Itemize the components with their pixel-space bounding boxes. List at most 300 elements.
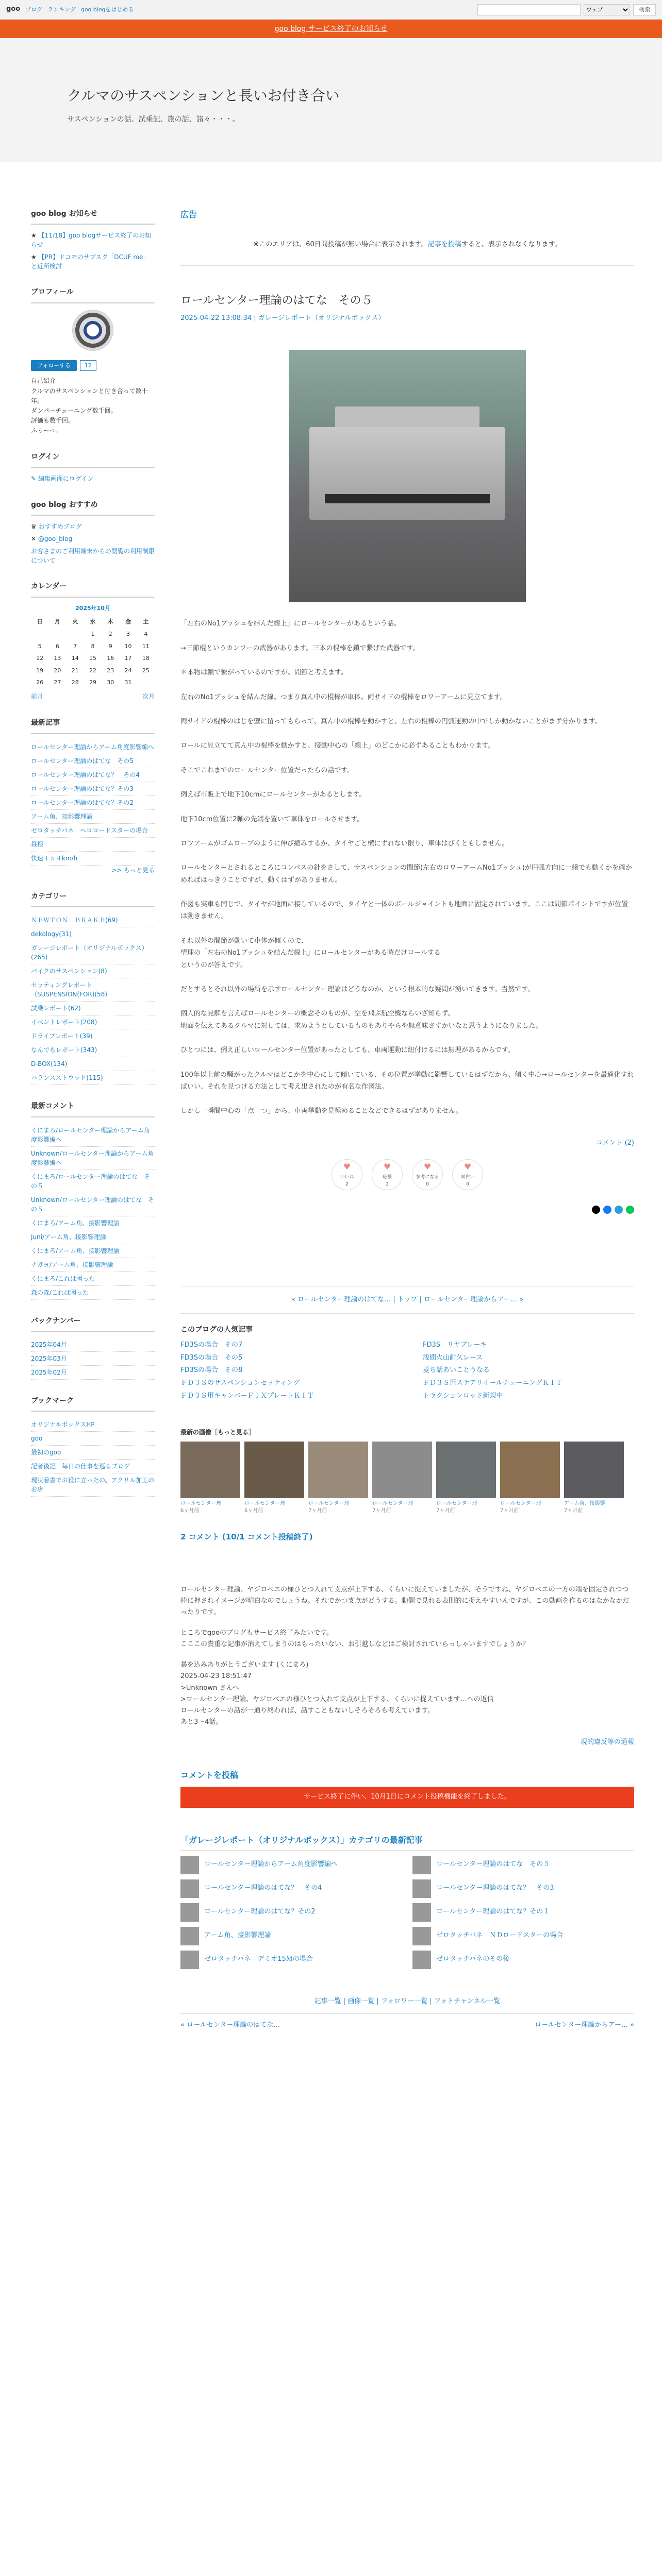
calendar-day[interactable]: 1 [91, 631, 95, 638]
thumbnail-image[interactable] [564, 1442, 624, 1498]
category-item[interactable] [31, 1057, 155, 1071]
popular-post-link[interactable]: 菱ち話あいことうなる [423, 1366, 490, 1375]
news-item[interactable] [31, 231, 155, 249]
category-item[interactable] [31, 978, 155, 1002]
comment-item[interactable] [31, 1170, 155, 1193]
comment-item[interactable] [31, 1147, 155, 1170]
category-latest-item[interactable] [412, 1879, 634, 1898]
popular-post-link[interactable]: トラクションロッド新規中 [423, 1392, 503, 1400]
thumbnail-image[interactable] [180, 1442, 240, 1498]
calendar-day-header: 月 [54, 618, 60, 625]
popular-posts [180, 1324, 634, 1401]
calendar-day-header: 火 [72, 618, 78, 625]
follower-count: 12 [80, 360, 96, 371]
comment-count-link[interactable]: コメント (2) [595, 1139, 634, 1147]
category-latest-link[interactable]: ゼロタッチパネ ＮＤロードスターの場合 [436, 1931, 564, 1940]
comment-item-link[interactable]: Juni/アーム角、接影響理論 [31, 1233, 106, 1241]
calendar-title: カレンダー [31, 581, 155, 597]
recent-images-title: 最新の画像［もっと見る］ [180, 1428, 255, 1436]
popular-title: このブログの人気記事 [180, 1326, 253, 1334]
comment-item-link[interactable]: くにまろ/アーム角、接影響理論 [31, 1219, 120, 1227]
calendar-day [31, 628, 48, 640]
top-link-ranking[interactable]: ランキング [47, 6, 76, 13]
bookmark-item[interactable] [31, 1473, 155, 1497]
x-share-icon[interactable] [592, 1206, 600, 1214]
thumbnail-image[interactable] [372, 1442, 432, 1498]
category-latest-thumb[interactable] [412, 1879, 431, 1898]
post-photo[interactable] [289, 350, 526, 602]
category-latest-link[interactable]: ロールセンター理論のはてな その５ [436, 1860, 550, 1869]
facebook-share-icon[interactable] [603, 1206, 611, 1214]
post-article-link[interactable]: 記事を投稿 [427, 240, 461, 248]
post-title[interactable]: ロールセンター理論のはてな その５ [180, 294, 373, 308]
profile-text [31, 376, 155, 435]
post-paragraph: 左右のNo1ブッシュを結んだ線。つまり真ん中の棍棒が車体。両サイドの棍棒をロワーアームに見立てます。 [180, 693, 507, 701]
search-scope-select[interactable] [584, 4, 630, 15]
comments-title: 最新コメント [31, 1100, 155, 1117]
calendar-day[interactable]: 11 [142, 642, 150, 650]
recent-item-link[interactable]: 快速１５４km/h [31, 854, 78, 862]
calendar-next[interactable]: 次月 [142, 693, 155, 701]
login-link[interactable]: ✎ 編集画面にログイン [31, 474, 94, 482]
recommend-link[interactable]: お客さまのご利用端末からの閲覧の利用制限について [31, 548, 155, 565]
category-item-link[interactable]: 試乗レポート(62) [31, 1005, 81, 1012]
post-paragraph: 作図も実車も同じで、タイヤが地面に接しているので、タイヤと一体のボールジョイントも地面に固定されています。ここは間節ポイントですが位置は動きません。 [180, 901, 628, 921]
popular-post-link[interactable]: ＦＤ３Ｓのサスペンションセッティング [180, 1379, 300, 1387]
bookmark-item[interactable] [31, 1432, 155, 1446]
calendar-day[interactable]: 16 [107, 655, 114, 662]
comment-paragraph: ところでgooのブログもサービス終了みたいです。 こここの貴重な記事が消えてしまうのはもったいない、お引越しなどはご検討されていらっしゃいますでしょうか？ [180, 1629, 529, 1649]
post-paragraph: 100年以上前の騒がったクルマはどこかを中心にして傾いている、その位置が挙動に影響しているはずだから、傾く中心→ロールセンターを最適化すればいい、それを見つける方法として考え出されたのが有名な作図法。 [180, 1071, 634, 1091]
pencil-icon: ✎ [31, 474, 37, 482]
recent-item-link[interactable]: ロールセンター理論のはてな？その3 [31, 785, 134, 792]
post-paragraph: 地下10cm位置に2軸の先端を置いて車体をロールさせます。 [180, 815, 364, 823]
line-share-icon[interactable] [626, 1206, 634, 1214]
category-item-link[interactable]: ＮＥＷＴＯＮ ＢＲＡＫＥ(69) [31, 917, 118, 924]
reaction-count: 2 [386, 1182, 389, 1188]
category-item[interactable] [31, 913, 155, 927]
calendar-day[interactable]: 19 [36, 667, 44, 674]
calendar-day[interactable]: 8 [91, 642, 95, 650]
calendar-prev[interactable]: 前月 [31, 693, 44, 701]
category-item-link[interactable]: D-BOX(134) [31, 1060, 68, 1068]
category-item[interactable] [31, 1002, 155, 1015]
comment-item[interactable] [31, 1272, 155, 1286]
category-item[interactable] [31, 1071, 155, 1085]
category-item-link[interactable]: ドライブレポート(39) [31, 1032, 93, 1040]
post-paragraph: それ以外の間節が動いて車体が傾くので、 望理の「左右のNo1ブッシュを結んだ線上」にロールセンターがある時だけロールする というのが答えです。 [180, 937, 441, 969]
calendar-day[interactable]: 23 [107, 667, 114, 674]
popular-post-link[interactable]: FD3Sの場合 その5 [180, 1353, 243, 1362]
recent-item-link[interactable]: 昼根 [31, 840, 44, 848]
category-item[interactable] [31, 1029, 155, 1043]
thumbnail-age: 7ヶ月前 [436, 1507, 455, 1514]
thumbnail-caption[interactable]: ロールセンター理 [244, 1500, 286, 1506]
comment-paragraph: 暴を込みありがとうございます (くにまろ) 2025-04-23 18:51:47 >Unknown さんへ >ロールセンター理論、ヤジロベエの様ひとつ入れて支点が上下する、くらいに捉えています…への返信 ロールセンターの話が一通り終われば、話すこともないしそろそろも考えています。 あと3〜4話。 [180, 1661, 494, 1726]
backnumber-item[interactable] [31, 1352, 155, 1366]
bookmark-item-link[interactable]: オリジナルボックスHP [31, 1421, 95, 1429]
recommend-link[interactable]: おすすめブログ [38, 523, 82, 531]
backnumber-title: バックナンバー [31, 1315, 155, 1332]
post-paragraph: 例えば市販上で地下10cmにロールセンターがあるとします。 [180, 791, 366, 799]
recent-item-link[interactable]: ゼロタッチパネ ヘロロードスターの場合 [31, 826, 148, 834]
thumbnail-caption[interactable]: ロールセンター理 [372, 1500, 413, 1506]
post-paragraph: 両サイドの棍棒のはじを壁に留ってもらって、真ん中の棍棒を動かすと、左右の棍棒の円弧運動の中でしか動かないことがまず分かります。 [180, 717, 602, 725]
backnumber-item[interactable] [31, 1366, 155, 1380]
thumbnail-age: 7ヶ月前 [372, 1507, 391, 1514]
recent-item-link[interactable]: ロールセンター理論のはてな？その2 [31, 799, 134, 806]
comment-item[interactable] [31, 1193, 155, 1216]
footer-next-link[interactable]: ロールセンター理論からアー… » [535, 2021, 634, 2029]
calendar-day[interactable]: 14 [71, 655, 79, 662]
reaction-button[interactable] [412, 1159, 443, 1190]
thumbnail-age: 7ヶ月前 [564, 1507, 583, 1514]
post-body [180, 618, 634, 1117]
recent-item-link[interactable]: アーム角、接影響理論 [31, 812, 93, 820]
category-latest-item[interactable] [180, 1879, 402, 1898]
calendar-day[interactable]: 29 [89, 679, 96, 686]
reaction-label: いいね [340, 1174, 354, 1180]
thumbnail[interactable] [308, 1442, 368, 1515]
recent-item[interactable] [31, 796, 155, 810]
post-meta[interactable]: 2025-04-22 13:08:34 | ガレージレポート（オリジナルボックス） [180, 313, 634, 330]
news-link[interactable]: 【PR】ドコモのサブスク「DCUF me」と近所検討 [31, 253, 150, 270]
login-title: ログイン [31, 451, 155, 468]
category-latest-link[interactable]: ゼロタッチパネのその後 [436, 1955, 510, 1963]
photo-part [309, 427, 505, 520]
calendar-day[interactable]: 12 [36, 655, 44, 662]
category-item-link[interactable]: なんでもレポート(343) [31, 1046, 97, 1054]
recent-item[interactable] [31, 782, 155, 796]
goo-logo[interactable]: goo [6, 5, 21, 13]
category-latest-link[interactable]: ロールセンター理論からアーム角度影響編へ [204, 1860, 338, 1869]
calendar-day[interactable]: 17 [124, 655, 132, 662]
recent-item[interactable] [31, 852, 155, 866]
popular-post-link[interactable]: 浅間火山耐久レース [423, 1353, 483, 1362]
calendar-day[interactable]: 13 [54, 655, 61, 662]
post-paragraph: ひとつには、例え正しいロールセンター位置があったとしても、車両運動に紐付けるには無理があるからです。 [180, 1046, 515, 1055]
comments-closed-banner[interactable]: サービス終了に伴い、10月1日にコメント投稿機能を終了しました。 [180, 1787, 634, 1808]
hatena-share-icon[interactable] [615, 1206, 623, 1214]
backnumber-item-link[interactable]: 2025年02月 [31, 1368, 67, 1376]
comment-item-link[interactable]: くにまろ/ロールセンター理論からアーム角度影響編へ [31, 1126, 150, 1143]
comment-item[interactable] [31, 1258, 155, 1272]
news-item[interactable] [31, 252, 155, 271]
category-item-link[interactable]: イベントレポート(208) [31, 1019, 97, 1026]
ad-note-text: ※このエリアは、60日間投稿が無い場合に表示されます。 [253, 240, 428, 248]
category-latest-thumb[interactable] [180, 1903, 199, 1922]
calendar-day[interactable]: 25 [142, 667, 150, 674]
recommend-link[interactable]: @goo_blog [38, 535, 73, 543]
recent-item[interactable] [31, 810, 155, 824]
comment-item[interactable] [31, 1230, 155, 1244]
category-latest-thumb[interactable] [180, 1879, 199, 1898]
thumbnail-image[interactable] [500, 1442, 560, 1498]
comments-heading[interactable]: 2 コメント (10/1 コメント投稿終了) [180, 1532, 313, 1541]
comment-item-link[interactable]: 森の森/これは困った [31, 1289, 89, 1296]
category-latest-link[interactable]: ロールセンター理論のはてな？ その3 [436, 1884, 554, 1892]
category-item[interactable] [31, 927, 155, 941]
reaction-button[interactable] [452, 1159, 483, 1190]
calendar-day[interactable]: 3 [126, 631, 130, 638]
category-item-link[interactable]: セッティングレポート（SUSPENSION(FOR)(58) [31, 981, 108, 998]
calendar-box [31, 581, 155, 702]
post-paragraph: 個人的な見解を言えばロールセンターの概念そのものが、空を飛ぶ航空機ならいざ知らず、 地面を伝えてあるクルマに対しては、求めようとしているものもありやらや無意味さすかいなと思うようになりました。 [180, 1010, 542, 1030]
category-latest-title: 「ガレージレポート（オリジナルボックス）」カテゴリの最新記事 [180, 1834, 634, 1851]
news-title: goo blog お知らせ [31, 208, 155, 225]
category-latest-link[interactable]: ロールセンター理論のはてな？ その4 [204, 1884, 322, 1892]
thumbnail-caption[interactable]: ロールセンター理 [436, 1500, 477, 1506]
comment-item-link[interactable]: くにまろ/これは困った [31, 1275, 95, 1282]
reaction-count: 0 [426, 1182, 429, 1188]
thumbnail[interactable] [500, 1442, 560, 1515]
crown-icon: ♛ [31, 523, 37, 531]
calendar-day[interactable]: 20 [54, 667, 61, 674]
recent-images [180, 1428, 634, 1515]
comment-item-link[interactable]: くにまろ/ロールセンター理論のはてな その５ [31, 1173, 151, 1190]
calendar-day[interactable]: 22 [89, 667, 96, 674]
category-latest-link[interactable]: ロールセンター理論のはてな？その１ [436, 1908, 550, 1916]
bookmark-item[interactable] [31, 1460, 155, 1473]
calendar-day[interactable]: 9 [108, 642, 112, 650]
follow-area [31, 360, 155, 371]
reaction-button[interactable] [372, 1159, 403, 1190]
bookmark-item-link[interactable]: 現状着書でお役に立ったの。アクリル加工のお店 [31, 1477, 155, 1494]
thumbnail[interactable] [372, 1442, 432, 1515]
calendar-day[interactable]: 30 [107, 679, 114, 686]
popular-post-link[interactable]: FD3Sの場合 その7 [180, 1341, 243, 1349]
bookmark-item[interactable] [31, 1446, 155, 1460]
comment-item[interactable] [31, 1216, 155, 1230]
backnumber-item[interactable] [31, 1338, 155, 1352]
category-latest-item[interactable] [180, 1903, 402, 1922]
popular-post-link[interactable]: ＦＤ３Ｓ用ステアリイールチューニングＫＩＴ [423, 1379, 562, 1387]
calendar-day[interactable]: 18 [142, 655, 150, 662]
post-paragraph: しかし一瞬間中心の「点一つ」から、車両挙動を見極めることなどできるはずがありません。 [180, 1107, 462, 1115]
recent-item-link[interactable]: ロールセンター理論のはてな その5 [31, 757, 134, 765]
calendar-day[interactable]: 2 [108, 631, 112, 638]
recent-item-link[interactable]: ロールセンター理論のはてな？ その4 [31, 771, 140, 778]
heart-icon: ♥ [464, 1162, 472, 1172]
post-comment-title: コメントを投稿 [180, 1770, 239, 1780]
recent-item[interactable] [31, 824, 155, 838]
recent-title: 最新記事 [31, 717, 155, 734]
recent-item[interactable] [31, 740, 155, 754]
category-latest-thumb[interactable] [412, 1951, 431, 1969]
recent-item[interactable] [31, 838, 155, 852]
blog-subtitle: サスペンションの話、試乗記、旅の話、諸々・・・。 [67, 115, 240, 124]
footer-nav[interactable]: 記事一覧 | 画像一覧 | フォロワー一覧 | フォトチャンネル一覧 [180, 1990, 634, 2013]
calendar-day[interactable]: 27 [54, 679, 61, 686]
category-latest-thumb[interactable] [180, 1951, 199, 1969]
x-icon: ✕ [31, 535, 37, 543]
search-area [477, 4, 656, 15]
thumbnail-image[interactable] [436, 1442, 496, 1498]
photo-part [325, 494, 490, 503]
category-latest-item[interactable] [412, 1927, 634, 1945]
backnumber-item-link[interactable]: 2025年03月 [31, 1354, 67, 1362]
category-item[interactable] [31, 964, 155, 978]
category-item[interactable] [31, 1043, 155, 1057]
sidebar [31, 208, 155, 2037]
thumbnail-image[interactable] [308, 1442, 368, 1498]
recommend-box [31, 499, 155, 565]
comment-item[interactable] [31, 1124, 155, 1147]
category-item-link[interactable]: バイクのサスペンション(8) [31, 968, 107, 975]
reaction-button[interactable] [332, 1159, 362, 1190]
login-box [31, 451, 155, 484]
reaction-count: 2 [345, 1182, 349, 1188]
bookmark-item-link[interactable]: 最初のgoo [31, 1449, 61, 1456]
comment-body [180, 1584, 634, 1728]
calendar-day-header: 水 [90, 618, 96, 625]
thumbnail-caption[interactable]: アーム角、接影響 [564, 1500, 605, 1506]
comment-item[interactable] [31, 1286, 155, 1300]
thumbnail-image[interactable] [244, 1442, 304, 1498]
calendar-day[interactable]: 24 [124, 667, 132, 674]
calendar-day[interactable]: 4 [144, 631, 148, 638]
categories-box [31, 891, 155, 1085]
recent-item[interactable] [31, 768, 155, 782]
popular-post-link[interactable]: FD3S リヤブレーキ [423, 1341, 487, 1349]
category-latest-item[interactable] [180, 1951, 402, 1969]
top-link-start[interactable]: goo blogをはじめる [80, 6, 134, 13]
category-latest-item[interactable] [180, 1856, 402, 1874]
category-latest-link[interactable]: アーム角、接影響理論 [204, 1931, 271, 1940]
category-item-link[interactable]: バランスストウッド(115) [31, 1074, 103, 1082]
recommend-item[interactable] [31, 534, 155, 544]
report-link[interactable]: 現的違反等の通報 [580, 1738, 634, 1746]
thumbnail[interactable] [244, 1442, 304, 1515]
thumbnail-age: 6ヶ月前 [244, 1507, 263, 1514]
thumbnail[interactable] [436, 1442, 496, 1515]
thumbnail-caption[interactable]: ロールセンター理 [180, 1500, 222, 1506]
ad-note [180, 240, 634, 266]
category-latest-item[interactable] [412, 1903, 634, 1922]
thumbnail-caption[interactable]: ロールセンター理 [500, 1500, 541, 1506]
comment-item-link[interactable]: くにまろ/アーム角、接影響理論 [31, 1247, 120, 1255]
category-latest [180, 1834, 634, 1969]
reactions [180, 1159, 634, 1190]
avatar[interactable] [72, 310, 113, 351]
profile-line: 自己紹介 [31, 377, 56, 385]
category-latest-thumb[interactable] [412, 1903, 431, 1922]
post-paragraph: そこでこれまでのロールセンター位置だったらの話です。 [180, 766, 354, 774]
blog-title[interactable]: クルマのサスペンションと長いお付き合い [67, 87, 340, 104]
calendar-day[interactable]: 5 [38, 642, 42, 650]
star-icon: ★ [31, 232, 37, 240]
post-paragraph: 「左右のNo1ブッシュを結んだ線上」にロールセンターがあるという話。 [180, 620, 401, 628]
post-paragraph: ロワアームがゴムロープのように伸び縮みするか、タイヤごと横にずれない限り、車体はびくともしません。 [180, 839, 509, 848]
bookmark-item-link[interactable]: 記者後記 毎日の仕事を巡るブログ [31, 1463, 130, 1470]
category-latest-thumb[interactable] [412, 1927, 431, 1945]
comment-item-link[interactable]: Unknown/ロールセンター理論のはてな その５ [31, 1196, 155, 1213]
post-comment-area [180, 1769, 634, 1808]
bookmark-box [31, 1395, 155, 1497]
comment-item[interactable] [31, 1244, 155, 1258]
main-content [180, 208, 634, 2037]
reaction-count: 0 [466, 1182, 469, 1188]
category-latest-item[interactable] [412, 1856, 634, 1874]
recent-more-link[interactable]: >> もっと見る [111, 866, 155, 874]
top-link-blog[interactable]: ブログ [25, 6, 43, 13]
calendar-day[interactable]: 31 [124, 679, 132, 686]
recommend-item[interactable] [31, 522, 155, 531]
news-link[interactable]: 【11/18】goo blogサービス終了のお知らせ [31, 232, 152, 249]
bookmark-item[interactable] [31, 1418, 155, 1432]
calendar-day[interactable]: 6 [55, 642, 59, 650]
search-input[interactable] [477, 4, 581, 15]
popular-post-link[interactable]: ＦＤ３Ｓ用キャンバーＦＩＸプレートＫＩＴ [180, 1392, 314, 1400]
post-pager[interactable]: « ロールセンター理論のはてな… | トップ | ロールセンター理論からアー… » [180, 1286, 634, 1314]
comment-item-link[interactable]: ナガヨ/アーム角、接影響理論 [31, 1261, 113, 1268]
thumbnail-caption[interactable]: ロールセンター理 [308, 1500, 350, 1506]
calendar-day[interactable]: 21 [71, 667, 79, 674]
thumbnail[interactable] [564, 1442, 624, 1515]
bookmark-title: ブックマーク [31, 1395, 155, 1412]
comments-box [31, 1100, 155, 1299]
category-item-link[interactable]: ガレージレポート（オリジナルボックス）(265) [31, 944, 148, 961]
calendar-day[interactable]: 28 [71, 679, 79, 686]
category-latest-thumb[interactable] [180, 1856, 199, 1874]
reaction-label: 参考になる [416, 1174, 439, 1180]
calendar-day[interactable]: 26 [36, 679, 44, 686]
calendar-table [31, 604, 155, 689]
category-latest-thumb[interactable] [180, 1927, 199, 1945]
profile-line: ダンパーチューニング数千回。 [31, 406, 117, 414]
calendar-day[interactable]: 10 [124, 642, 132, 650]
recent-item-link[interactable]: ロールセンター理論からアーム角度影響編へ [31, 743, 154, 751]
backnumber-box [31, 1315, 155, 1380]
profile-title: プロフィール [31, 286, 155, 303]
top-links [25, 5, 134, 14]
post-paragraph: ロールに見立てて真ん中の棍棒を動かすと、接動中心の「線上」のどこかに必ずあることもわかります。 [180, 742, 495, 750]
heart-icon: ♥ [383, 1162, 391, 1172]
thumbnail[interactable] [180, 1442, 240, 1515]
calendar-day[interactable]: 15 [89, 655, 96, 662]
category-latest-link[interactable]: ゼロタッチパネ デミオ15Ｍの場合 [204, 1955, 313, 1963]
bookmark-item-link[interactable]: goo [31, 1435, 43, 1443]
category-item[interactable] [31, 941, 155, 964]
recommend-item[interactable] [31, 547, 155, 565]
follow-button[interactable]: フォローする [31, 360, 77, 371]
calendar-day [137, 676, 155, 689]
profile-line: クルマのサスペンションと付き合って数十年。 [31, 387, 148, 404]
category-latest-link[interactable]: ロールセンター理論のはてな？その2 [204, 1908, 316, 1916]
share-buttons [180, 1206, 634, 1214]
profile-box [31, 286, 155, 435]
category-latest-item[interactable] [180, 1927, 402, 1945]
recent-item[interactable] [31, 754, 155, 768]
comment-paragraph: ロールセンター理論、ヤジロベエの様ひとつ入れて支点が上下する、くらいに捉えていましたが、そうですね、ヤジロベエの一方の端を固定されつつ棒に押されイメージが明白なのでしょうね。それでかつ支点がどうする。動側で見れる表則的に捉えやすいんですが、この動画を作るのはなかなかだったりです。 [180, 1585, 630, 1617]
ad-note-text: すると、表示されなくなります。 [461, 240, 561, 248]
backnumber-item-link[interactable]: 2025年04月 [31, 1341, 67, 1348]
popular-post-link[interactable]: FD3Sの場合 その8 [180, 1366, 243, 1375]
calendar-day-header: 木 [107, 618, 113, 625]
categories-title: カテゴリー [31, 891, 155, 907]
profile-line: ふぅーっ。 [31, 427, 62, 434]
comment-item-link[interactable]: Unknown/ロールセンター理論からアーム角度影響編へ [31, 1149, 154, 1166]
category-item[interactable] [31, 1015, 155, 1029]
calendar-day[interactable]: 7 [73, 642, 77, 650]
service-end-notice[interactable]: goo blog サービス終了のお知らせ [0, 20, 662, 38]
footer-prev-link[interactable]: « ロールセンター理論のはてな… [180, 2021, 280, 2029]
news-box [31, 208, 155, 271]
category-item-link[interactable]: dekology(31) [31, 930, 72, 938]
search-button[interactable]: 検索 [633, 4, 656, 15]
category-latest-thumb[interactable] [412, 1856, 431, 1874]
category-latest-item[interactable] [412, 1951, 634, 1969]
